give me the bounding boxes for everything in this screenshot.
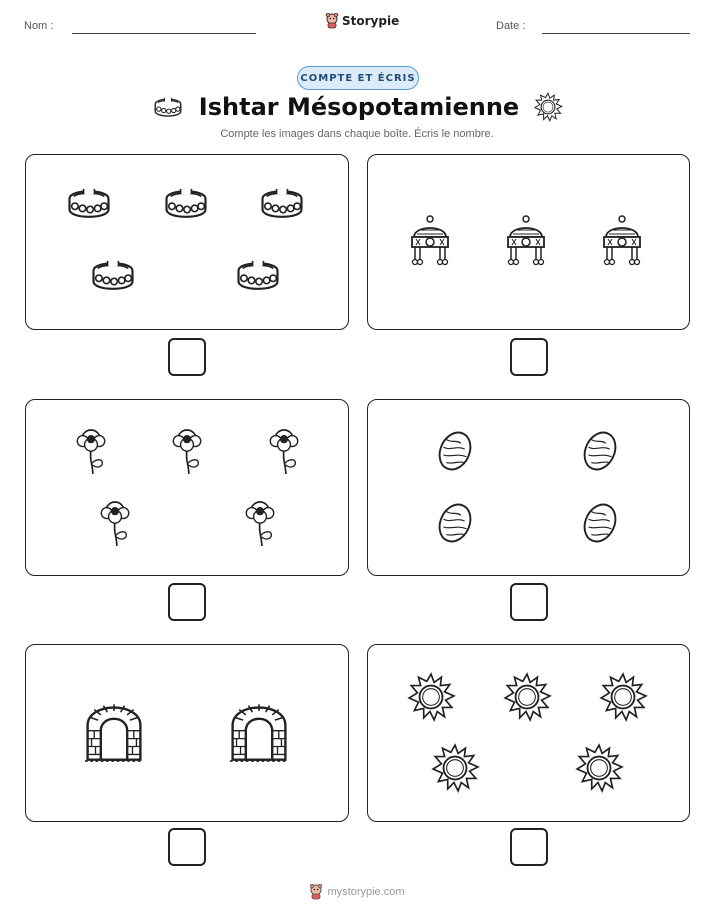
date-fruit-icon <box>576 498 624 548</box>
sun-icon <box>574 743 624 793</box>
date-fruit-icon <box>431 426 479 476</box>
title-row <box>0 92 714 122</box>
activity-badge: COMPTE ET ÉCRIS <box>297 66 419 90</box>
sun-icon <box>406 672 456 722</box>
ring-icon <box>63 183 115 223</box>
date-fruit-icon <box>431 498 479 548</box>
poppy-icon <box>69 424 113 480</box>
ring-icon <box>256 183 308 223</box>
date-line[interactable] <box>542 33 690 34</box>
mascot-icon <box>309 884 323 900</box>
poppy-icon <box>93 496 137 552</box>
crown-icon <box>406 207 454 275</box>
name-line[interactable] <box>72 33 256 34</box>
count-panel-dates <box>367 399 690 576</box>
ring-icon <box>232 255 284 295</box>
count-panel-crowns <box>367 154 690 330</box>
crown-icon <box>502 207 550 275</box>
sun-icon <box>502 672 552 722</box>
answer-box-dates[interactable] <box>510 583 548 621</box>
instructions: Compte les images dans chaque boîte. Écris le nombre. <box>220 128 494 140</box>
name-label: Nom : <box>24 20 54 32</box>
gate-icon <box>227 699 291 765</box>
ring-icon <box>160 183 212 223</box>
crown-icon <box>598 207 646 275</box>
date-fruit-icon <box>576 426 624 476</box>
ring-icon <box>87 255 139 295</box>
poppy-icon <box>165 424 209 480</box>
answer-box-crowns[interactable] <box>510 338 548 376</box>
answer-box-gates[interactable] <box>168 828 206 866</box>
answer-box-suns[interactable] <box>510 828 548 866</box>
footer <box>0 884 714 900</box>
page-title: Ishtar Mésopotamienne <box>198 93 520 121</box>
sun-icon <box>533 92 563 122</box>
count-panel-rings <box>25 154 349 330</box>
footer-url[interactable]: mystorypie.com <box>327 886 405 898</box>
date-label: Date : <box>496 20 526 32</box>
sun-icon <box>598 672 648 722</box>
poppy-icon <box>262 424 306 480</box>
gate-icon <box>82 699 146 765</box>
count-panel-poppies <box>25 399 349 576</box>
brand-name: Storypie <box>342 14 400 28</box>
poppy-icon <box>238 496 282 552</box>
answer-box-rings[interactable] <box>168 338 206 376</box>
answer-box-poppies[interactable] <box>168 583 206 621</box>
ring-icon <box>151 94 185 120</box>
sun-icon <box>430 743 480 793</box>
brand-logo <box>325 13 399 29</box>
count-panel-suns <box>367 644 690 822</box>
count-panel-gates <box>25 644 349 822</box>
mascot-icon <box>325 13 339 29</box>
